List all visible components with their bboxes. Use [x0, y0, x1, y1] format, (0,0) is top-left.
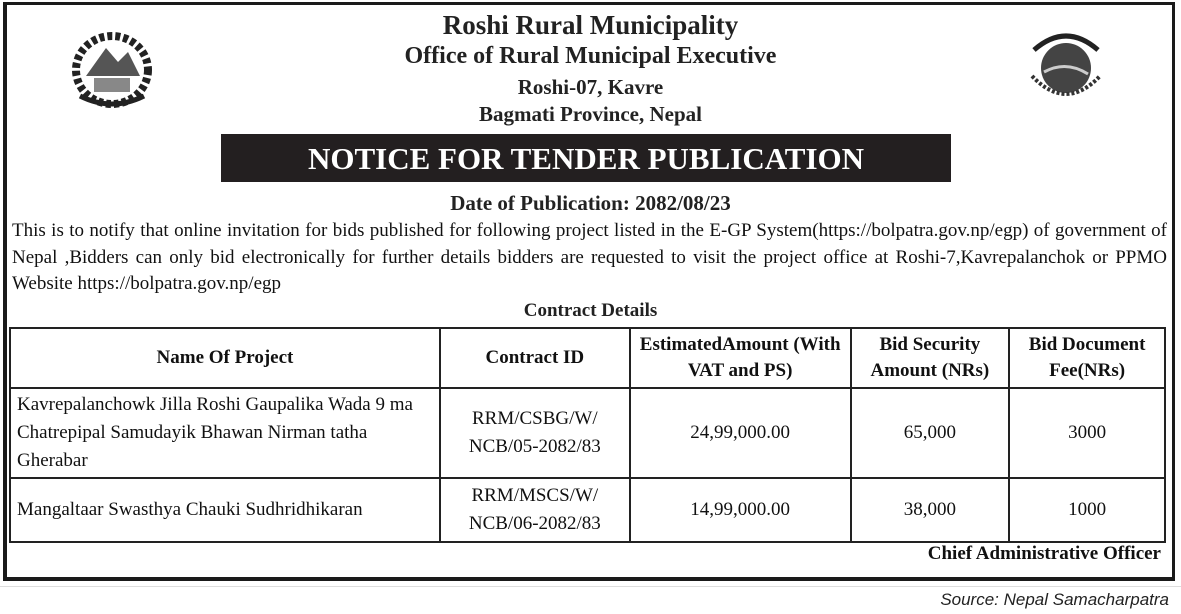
column-header: Bid Security Amount (NRs) [851, 328, 1010, 388]
contract-id: RRM/CSBG/W/ NCB/05-2082/83 [440, 388, 630, 478]
project-name: Mangaltaar Swasthya Chauki Sudhridhikaran [10, 478, 440, 542]
bid-fee: 1000 [1009, 478, 1165, 542]
column-header: EstimatedAmount (With VAT and PS) [630, 328, 851, 388]
table-row [10, 388, 1165, 478]
contract-table [9, 327, 1166, 543]
signatory: Chief Administrative Officer [927, 543, 1161, 564]
publication-date: Date of Publication: 2082/08/23 [450, 191, 731, 215]
office-name: Office of Rural Municipal Executive [404, 43, 777, 69]
notice-body: This is to notify that online invitation for bids published for following project listed in the E-GP System(https://bolpatra.gov.np/egp) of government of Nepal ,Bidders can only bid electronically for further details bidders are requested to visit the project office at Roshi-7,Kavrepalanchok or PPMO Website https://bolpatra.gov.np/egp [12, 220, 1167, 294]
estimated-amount: 24,99,000.00 [630, 388, 851, 478]
estimated-amount: 14,99,000.00 [630, 478, 851, 542]
contract-id: RRM/MSCS/W/ NCB/06-2082/83 [440, 478, 630, 542]
address: Roshi-07, Kavre [517, 75, 664, 99]
org-name: Roshi Rural Municipality [442, 10, 739, 40]
column-header: Contract ID [440, 328, 630, 388]
project-name: Kavrepalanchowk Jilla Roshi Gaupalika Wada 9 ma Chatrepipal Samudayik Bhawan Nirman tatha Gherabar [10, 388, 440, 478]
source-credit: Source: Nepal Samacharpatra [940, 590, 1169, 609]
column-header: Name Of Project [10, 328, 440, 388]
table-row [10, 478, 1165, 542]
divider [0, 586, 1181, 587]
column-header: Bid Document Fee(NRs) [1009, 328, 1165, 388]
table-title: Contract Details [523, 300, 658, 321]
bid-security: 38,000 [851, 478, 1010, 542]
bid-security: 65,000 [851, 388, 1010, 478]
bid-fee: 3000 [1009, 388, 1165, 478]
province: Bagmati Province, Nepal [478, 102, 702, 126]
notice-title: NOTICE FOR TENDER PUBLICATION [221, 134, 951, 182]
table-header-row [10, 328, 1165, 388]
